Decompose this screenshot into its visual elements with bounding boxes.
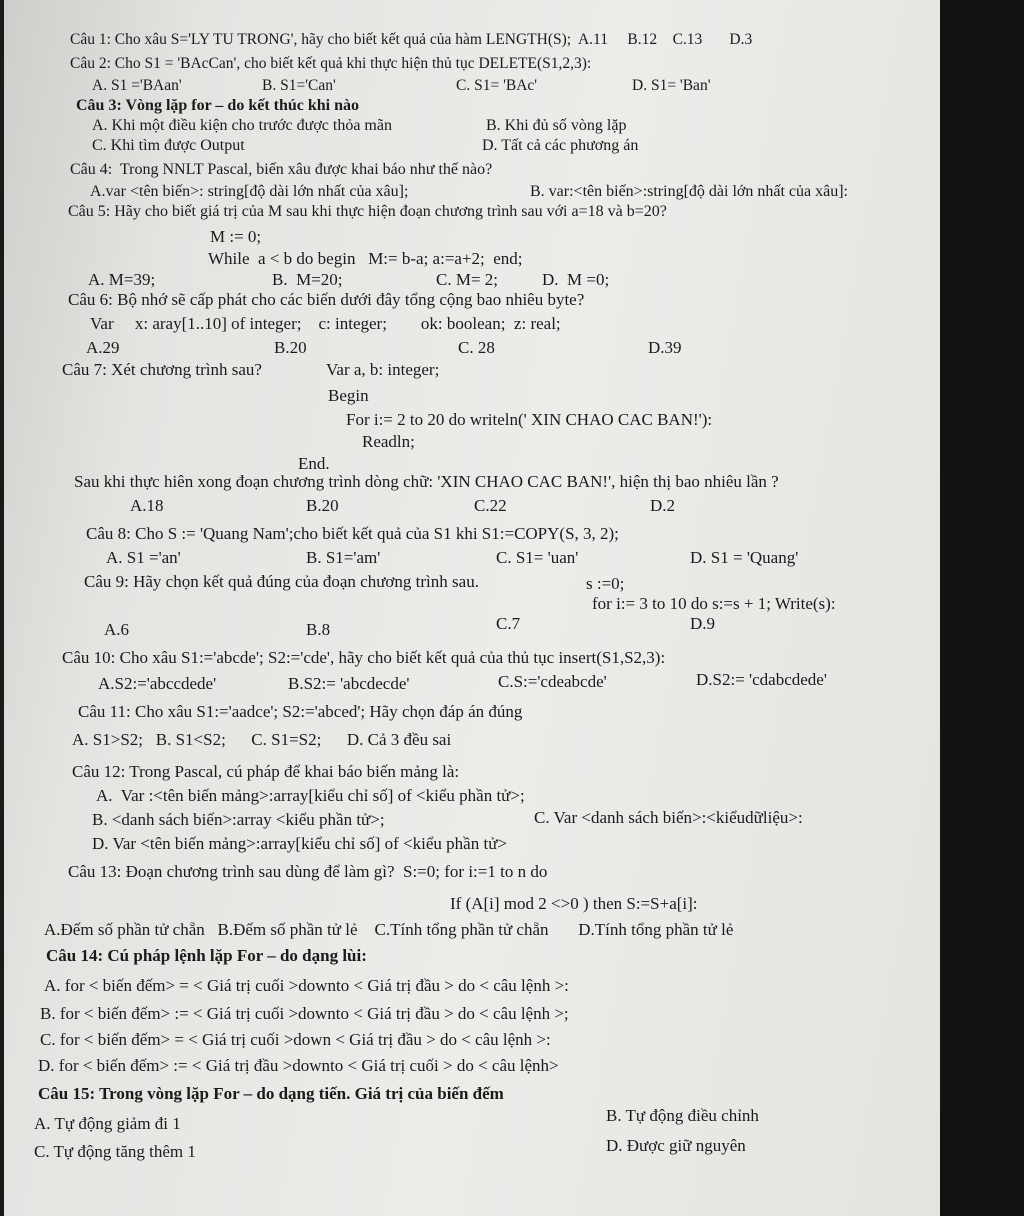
line-q8d: D. S1 = 'Quang': [690, 548, 799, 567]
line-q12a: A. Var :<tên biến mảng>:array[kiểu chỉ số] of <kiểu phần tử>;: [96, 786, 525, 805]
line-q5a: A. M=39;: [88, 270, 156, 289]
line-q14a: A. for < biến đếm> = < Giá trị cuối >downto < Giá trị đầu > do < câu lệnh >:: [44, 976, 569, 995]
line-q7code3: For i:= 2 to 20 do writeln(' XIN CHAO CAC BAN!'):: [346, 410, 713, 429]
line-q10c: C.S:='cdeabcde': [498, 672, 607, 691]
line-q13opts: A.Đếm số phần tử chẵn B.Đếm số phần tử lẻ C.Tính tổng phần tử chẵn D.Tính tổng phần tử lẻ: [44, 920, 734, 939]
line-q2b: B. S1='Can': [262, 77, 336, 94]
line-q2c: C. S1= 'BAc': [456, 77, 538, 94]
line-q13code: If (A[i] mod 2 <>0 ) then S:=S+a[i]:: [450, 894, 698, 913]
line-q5code2: While a < b do begin M:= b-a; a:=a+2; end;: [208, 249, 523, 268]
line-q4: Câu 4: Trong NNLT Pascal, biến xâu được khai báo như thế nào?: [70, 161, 493, 178]
line-q9d: D.9: [690, 614, 716, 633]
line-q10b: B.S2:= 'abcdecde': [288, 674, 410, 693]
line-q5d: D. M =0;: [542, 270, 610, 289]
line-q3: Câu 3: Vòng lặp for – do kết thúc khi nào: [76, 97, 360, 114]
line-q3c: C. Khi tìm được Output: [92, 137, 245, 154]
line-q12c: C. Var <danh sách biến>:<kiểudữliệu>:: [534, 808, 803, 827]
line-q5code1: M := 0;: [210, 227, 262, 246]
line-q7c: C.22: [474, 496, 507, 515]
line-q6a: A.29: [86, 338, 120, 357]
line-q10d: D.S2:= 'cdabcdede': [696, 670, 827, 689]
line-q4b: B. var:<tên biến>:string[độ dài lớn nhất của xâu]:: [530, 183, 848, 200]
line-q7a: A.18: [130, 496, 164, 515]
line-q7: Câu 7: Xét chương trình sau?: [62, 360, 262, 379]
line-q7code5: End.: [298, 454, 330, 473]
line-q1: Câu 1: Cho xâu S='LY TU TRONG', hãy cho biết kết quả của hàm LENGTH(S); A.11 B.12 C.13 D.3: [70, 31, 753, 48]
line-q7code2: Begin: [328, 386, 369, 405]
line-q6code: Var x: aray[1..10] of integer; c: integer; ok: boolean; z: real;: [90, 314, 561, 333]
line-q6b: B.20: [274, 338, 307, 357]
line-q4a: A.var <tên biến>: string[độ dài lớn nhất của xâu];: [90, 183, 409, 200]
line-q7q: Sau khi thực hiên xong đoạn chương trình dòng chữ: 'XIN CHAO CAC BAN!', hiện thị bao nhiêu lần ?: [74, 472, 779, 491]
line-q9c: C.7: [496, 614, 521, 633]
line-q3d: D. Tất cả các phương án: [482, 137, 639, 154]
line-q15d: D. Được giữ nguyên: [606, 1136, 746, 1155]
line-q11opts: A. S1>S2; B. S1<S2; C. S1=S2; D. Cả 3 đều sai: [72, 730, 452, 749]
line-q13: Câu 13: Đoạn chương trình sau dùng để làm gì? S:=0; for i:=1 to n do: [68, 862, 548, 881]
line-q2a: A. S1 ='BAan': [92, 77, 182, 94]
line-q6d: D.39: [648, 338, 682, 357]
line-q15c: C. Tự động tăng thêm 1: [34, 1142, 196, 1161]
line-q10a: A.S2:='abccdede': [98, 674, 217, 693]
line-q2d: D. S1= 'Ban': [632, 77, 711, 94]
line-q14: Câu 14: Cú pháp lệnh lặp For – do dạng lùi:: [46, 946, 367, 965]
line-q8b: B. S1='am': [306, 548, 381, 567]
line-q9code1: s :=0;: [586, 574, 625, 593]
line-q3b: B. Khi đủ số vòng lặp: [486, 117, 627, 134]
line-q9code2: for i:= 3 to 10 do s:=s + 1; Write(s):: [592, 594, 836, 613]
line-q8c: C. S1= 'uan': [496, 548, 579, 567]
paper-edge: [0, 0, 4, 1216]
line-q15b: B. Tự động điều chỉnh: [606, 1106, 759, 1125]
line-q7d: D.2: [650, 496, 676, 515]
line-q10: Câu 10: Cho xâu S1:='abcde'; S2:='cde', hãy cho biết kết quả của thủ tục insert(S1,S2,3):: [62, 648, 666, 667]
line-q6c: C. 28: [458, 338, 495, 357]
line-q3a: A. Khi một điều kiện cho trước được thỏa mãn: [92, 117, 392, 134]
line-q14d: D. for < biến đếm> := < Giá trị đầu >downto < Giá trị cuối > do < câu lệnh>: [38, 1056, 559, 1075]
line-q8: Câu 8: Cho S := 'Quang Nam';cho biết kết quả của S1 khi S1:=COPY(S, 3, 2);: [86, 524, 619, 543]
line-q12d: D. Var <tên biến mảng>:array[kiểu chỉ số] of <kiểu phần tử>: [92, 834, 507, 853]
line-q11: Câu 11: Cho xâu S1:='aadce'; S2:='abced'; Hãy chọn đáp án đúng: [78, 702, 523, 721]
line-q14b: B. for < biến đếm> := < Giá trị cuối >downto < Giá trị đầu > do < câu lệnh >;: [40, 1004, 569, 1023]
line-q5c: C. M= 2;: [436, 270, 499, 289]
line-q8a: A. S1 ='an': [106, 548, 181, 567]
line-q7code1: Var a, b: integer;: [326, 360, 440, 379]
line-q7b: B.20: [306, 496, 339, 515]
line-q5: Câu 5: Hãy cho biết giá trị của M sau khi thực hiện đoạn chương trình sau với a=18 và b=20?: [68, 203, 667, 220]
line-q5b: B. M=20;: [272, 270, 343, 289]
line-q15a: A. Tự động giảm đi 1: [34, 1114, 181, 1133]
line-q9a: A.6: [104, 620, 130, 639]
line-q2: Câu 2: Cho S1 = 'BAcCan', cho biết kết quả khi thực hiện thủ tục DELETE(S1,2,3):: [70, 55, 592, 72]
line-q12: Câu 12: Trong Pascal, cú pháp để khai báo biến mảng là:: [72, 762, 460, 781]
line-q12b: B. <danh sách biến>:array <kiểu phần tử>;: [92, 810, 385, 829]
line-q6: Câu 6: Bộ nhớ sẽ cấp phát cho các biến dưới đây tổng cộng bao nhiêu byte?: [68, 290, 585, 309]
line-q9: Câu 9: Hãy chọn kết quả đúng của đoạn chương trình sau.: [84, 572, 479, 591]
line-q9b: B.8: [306, 620, 331, 639]
line-q14c: C. for < biến đếm> = < Giá trị cuối >down < Giá trị đầu > do < câu lệnh >:: [40, 1030, 551, 1049]
line-q7code4: Readln;: [362, 432, 415, 451]
line-q15: Câu 15: Trong vòng lặp For – do dạng tiến. Giá trị của biến đếm: [38, 1084, 504, 1103]
